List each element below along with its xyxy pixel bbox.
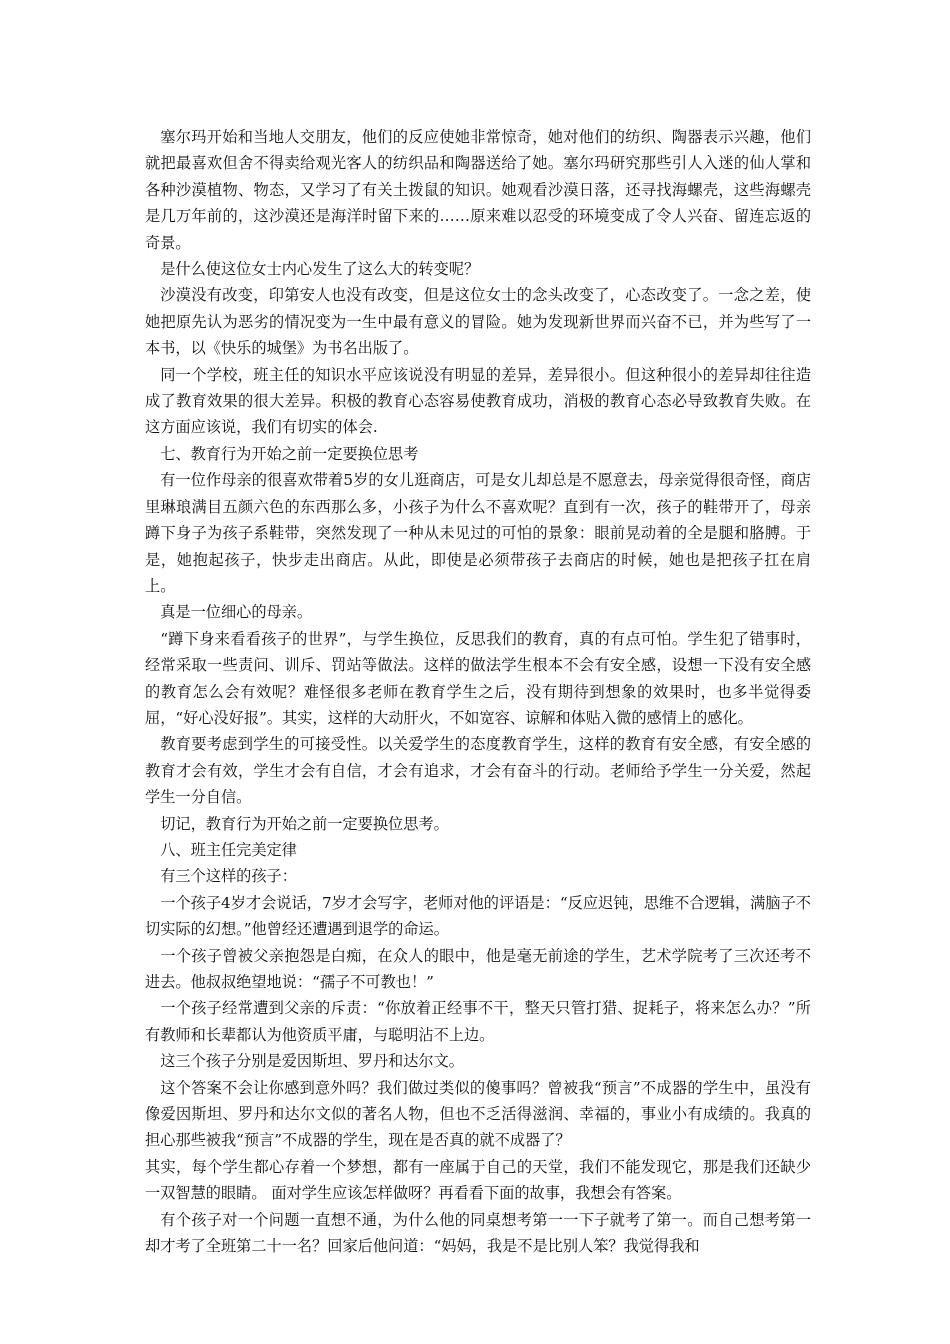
- paragraph-10: 切记，教育行为开始之前一定要换位思考。: [160, 814, 449, 833]
- section-heading-8: 八、班主任完美定律: [160, 840, 297, 859]
- paragraph-1: 塞尔玛开始和当地人交朋友，他们的反应使她非常惊奇，她对他们的纺织、陶器表示兴趣，他们就把最喜欢但舍不得卖给观光客人的纺织品和陶器送给了她。塞尔玛研究那些引人入迷的仙人掌和各种沙漠植物、物态，又学习了有关土拨鼠的知识。她观看沙漠日落，还寻找海螺壳，这些海螺壳是几万年前的，这沙漠还是海洋时留下来的……原来难以忍受的环境变成了令人兴奋、留连忘返的奇景。: [145, 128, 811, 252]
- paragraph-12: 有三个这样的孩子：: [160, 867, 297, 886]
- paragraph-14: 一个孩子曾被父亲抱怨是白痴，在众人的眼中，他是毫无前途的学生，艺术学院考了三次还考不进去。他叔叔绝望地说：“孺子不可教也！”: [145, 946, 811, 991]
- paragraph-13: 一个孩子4岁才会说话，7岁才会写字，老师对他的评语是：“反应迟钝，思维不合逻辑，满脑子不切实际的幻想。”他曾经还遭遇到退学的命运。: [145, 893, 811, 939]
- paragraph-18: 其实，每个学生都心存着一个梦想，都有一座属于自己的天堂，我们不能发现它，那是我们还缺少一双智慧的眼睛。 面对学生应该怎样做呀？再看看下面的故事，我想会有答案。: [145, 1157, 811, 1203]
- paragraph-7: 真是一位细心的母亲。: [160, 603, 313, 622]
- paragraph-9: 教育要考虑到学生的可接受性。以关爱学生的态度教育学生，这样的教育有安全感，有安全感的教育才会有效，学生才会有自信，才会有追求，才会有奋斗的行动。老师给予学生一分关爱，然起学生一分自信。: [145, 735, 811, 807]
- paragraph-2: 是什么使这位女士内心发生了这么大的转变呢？: [160, 260, 480, 279]
- paragraph-4: 同一个学校，班主任的知识水平应该说没有明显的差异，差异很小。但这种很小的差异却往往造成了教育效果的很大差异。积极的教育心态容易使教育成功，消极的教育心态必导致教育失败。在这方面应该说，我们有切实的体会.: [145, 365, 811, 437]
- paragraph-19: 有个孩子对一个问题一直想不通，为什么他的同桌想考第一一下子就考了第一。而自己想考第一却才考了全班第二十一名？回家后他问道：“妈妈，我是不是比别人笨？我觉得我和: [145, 1210, 811, 1256]
- section-heading-7: 七、教育行为开始之前一定要换位思考: [160, 444, 419, 463]
- paragraph-6: 有一位作母亲的很喜欢带着5岁的女儿逛商店，可是女儿却总是不愿意去，母亲觉得很奇怪，商店里琳琅满目五颜六色的东西那么多，小孩子为什么不喜欢呢？直到有一次，孩子的鞋带开了，母亲蹲下身子为孩子系鞋带，突然发现了一种从未见过的可怕的景象：眼前晃动着的全是腿和胳膊。于是，她抱起孩子，快步走出商店。从此，即使是必须带孩子去商店的时候，她也是把孩子扛在肩上。: [145, 471, 811, 595]
- paragraph-17: 这个答案不会让你感到意外吗？我们做过类似的傻事吗？曾被我“预言”不成器的学生中，虽没有像爱因斯坦、罗丹和达尔文似的著名人物，但也不乏活得滋润、幸福的，事业小有成绩的。我真的担心那些被我“预言”不成器的学生，现在是否真的就不成器了？: [145, 1078, 811, 1150]
- paragraph-16: 这三个孩子分别是爱因斯坦、罗丹和达尔文。: [160, 1052, 464, 1071]
- paragraph-3: 沙漠没有改变，印第安人也没有改变，但是这位女士的念头改变了，心态改变了。一念之差，使她把原先认为恶劣的情况变为一生中最有意义的冒险。她为发现新世界而兴奋不已，并为些写了一本书，以《快乐的城堡》为书名出版了。: [145, 286, 811, 358]
- paragraph-15: 一个孩子经常遭到父亲的斥责：“你放着正经事不干，整天只管打猎、捉耗子，将来怎么办？”所有教师和长辈都认为他资质平庸，与聪明沾不上边。: [145, 999, 811, 1044]
- paragraph-8: “蹲下身来看看孩子的世界”，与学生换位，反思我们的教育，真的有点可怕。学生犯了错事时，经常采取一些责问、训斥、罚站等做法。这样的做法学生根本不会有安全感，设想一下没有安全感的教育怎么会有效呢？难怪很多老师在教育学生之后，没有期待到想象的效果时，也多半觉得委屈，“好心没好报”。其实，这样的大动肝火，不如宽容、谅解和体贴入微的感情上的感化。: [145, 629, 811, 727]
- document-page: [145, 124, 811, 1259]
